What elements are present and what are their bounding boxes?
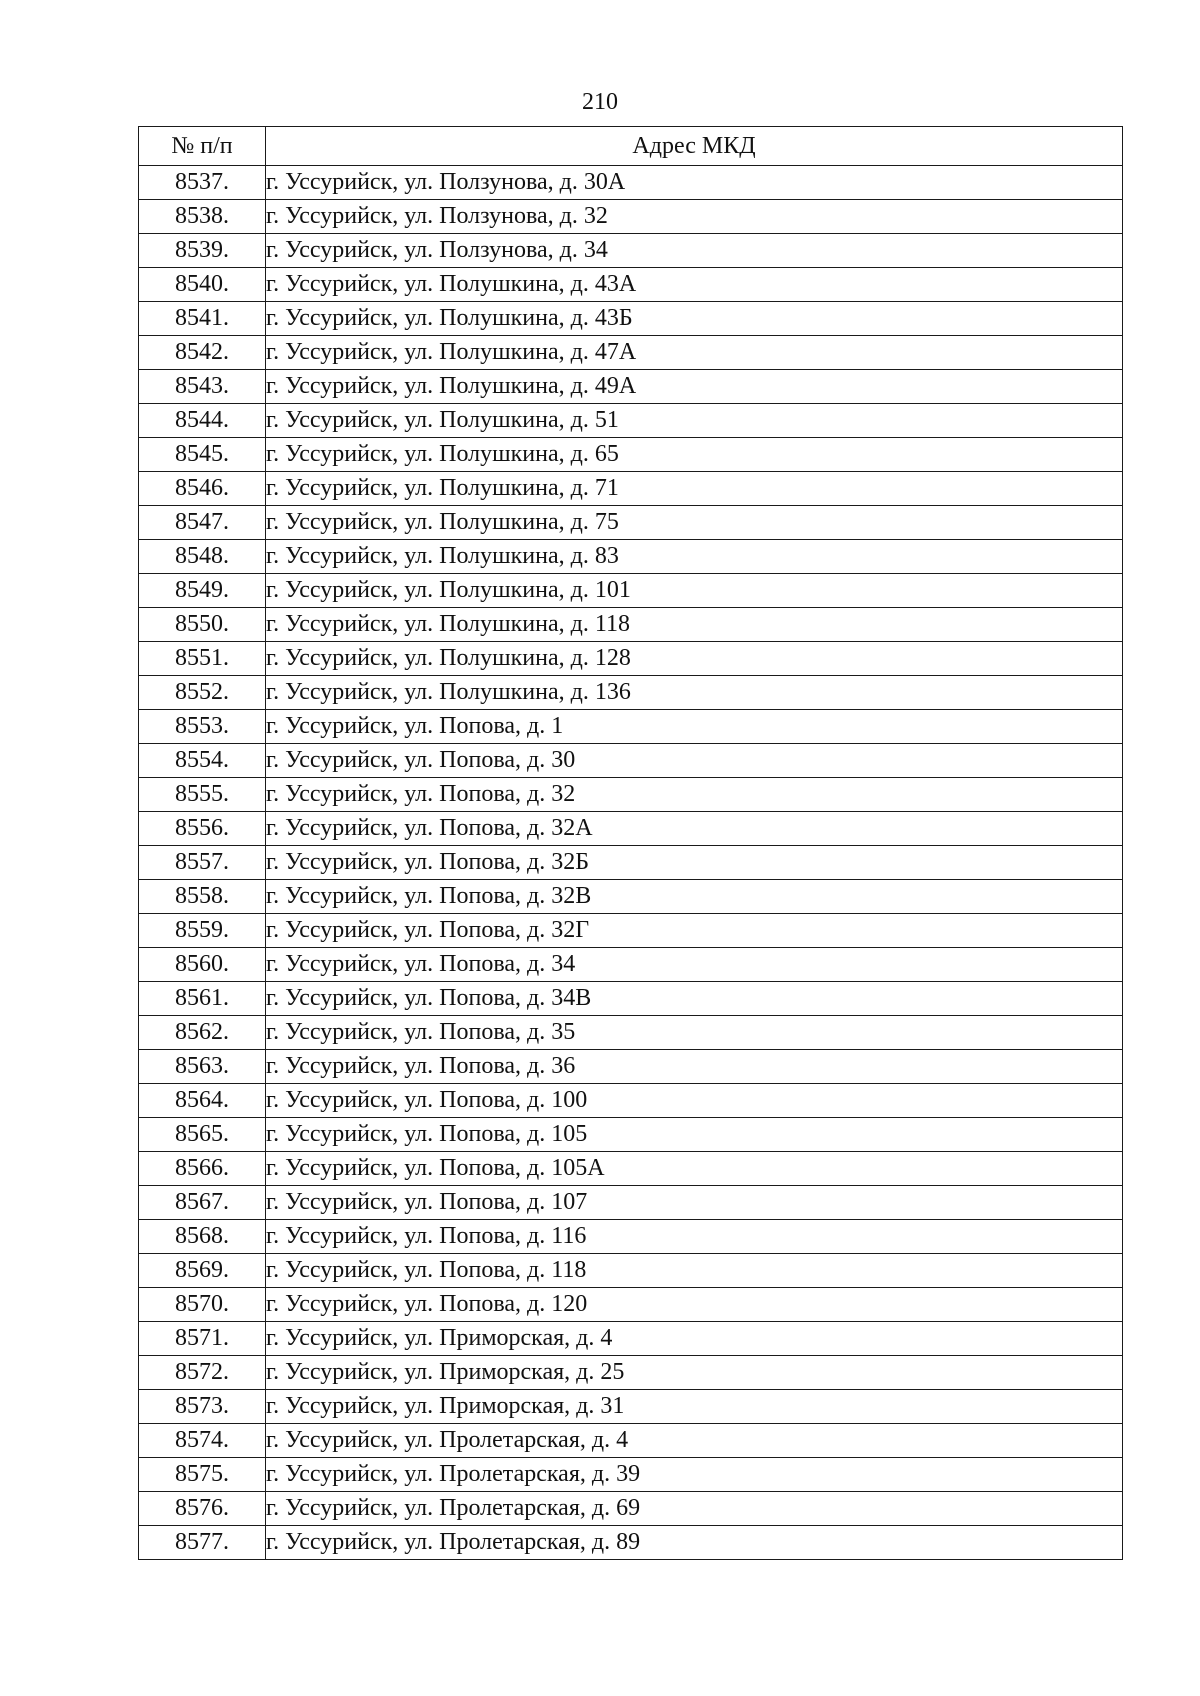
row-address: г. Уссурийск, ул. Полушкина, д. 83 [266,540,1123,574]
row-number: 8556. [139,812,266,846]
row-number: 8547. [139,506,266,540]
row-address: г. Уссурийск, ул. Попова, д. 32В [266,880,1123,914]
table-row [139,846,1123,880]
table-row [139,540,1123,574]
row-number: 8559. [139,914,266,948]
table-row [139,302,1123,336]
row-address: г. Уссурийск, ул. Попова, д. 100 [266,1084,1123,1118]
row-number: 8562. [139,1016,266,1050]
row-number: 8550. [139,608,266,642]
row-number: 8574. [139,1424,266,1458]
row-number: 8558. [139,880,266,914]
row-number: 8570. [139,1288,266,1322]
table-row [139,1220,1123,1254]
row-address: г. Уссурийск, ул. Попова, д. 120 [266,1288,1123,1322]
row-number: 8551. [139,642,266,676]
table-row [139,1492,1123,1526]
row-number: 8572. [139,1356,266,1390]
row-address: г. Уссурийск, ул. Попова, д. 105А [266,1152,1123,1186]
table-row [139,1288,1123,1322]
row-number: 8552. [139,676,266,710]
table-row [139,234,1123,268]
row-number: 8566. [139,1152,266,1186]
header-row [139,127,1123,166]
page-number: 210 [582,89,618,115]
row-number: 8573. [139,1390,266,1424]
table-row [139,1084,1123,1118]
table-row [139,914,1123,948]
row-address: г. Уссурийск, ул. Попова, д. 107 [266,1186,1123,1220]
row-address: г. Уссурийск, ул. Попова, д. 35 [266,1016,1123,1050]
table-row [139,166,1123,200]
address-table [138,126,1123,1560]
table-row [139,948,1123,982]
row-address: г. Уссурийск, ул. Ползунова, д. 34 [266,234,1123,268]
row-address: г. Уссурийск, ул. Попова, д. 1 [266,710,1123,744]
row-address: г. Уссурийск, ул. Пролетарская, д. 89 [266,1526,1123,1560]
row-address: г. Уссурийск, ул. Приморская, д. 4 [266,1322,1123,1356]
table-row [139,1016,1123,1050]
row-number: 8541. [139,302,266,336]
table-row [139,404,1123,438]
row-address: г. Уссурийск, ул. Попова, д. 30 [266,744,1123,778]
table-row [139,574,1123,608]
row-number: 8568. [139,1220,266,1254]
table-row [139,506,1123,540]
row-address: г. Уссурийск, ул. Полушкина, д. 49А [266,370,1123,404]
table-row [139,438,1123,472]
row-address: г. Уссурийск, ул. Полушкина, д. 43А [266,268,1123,302]
row-number: 8557. [139,846,266,880]
row-address: г. Уссурийск, ул. Попова, д. 118 [266,1254,1123,1288]
table-row [139,1356,1123,1390]
row-number: 8546. [139,472,266,506]
row-address: г. Уссурийск, ул. Пролетарская, д. 69 [266,1492,1123,1526]
row-address: г. Уссурийск, ул. Попова, д. 116 [266,1220,1123,1254]
row-number: 8548. [139,540,266,574]
row-number: 8576. [139,1492,266,1526]
row-address: г. Уссурийск, ул. Попова, д. 34В [266,982,1123,1016]
row-number: 8561. [139,982,266,1016]
table-row [139,812,1123,846]
row-number: 8569. [139,1254,266,1288]
row-number: 8567. [139,1186,266,1220]
row-number: 8543. [139,370,266,404]
row-number: 8560. [139,948,266,982]
row-number: 8554. [139,744,266,778]
table-row [139,744,1123,778]
table-row [139,1186,1123,1220]
row-number: 8538. [139,200,266,234]
table-row [139,1390,1123,1424]
table-row [139,1424,1123,1458]
row-number: 8540. [139,268,266,302]
row-address: г. Уссурийск, ул. Ползунова, д. 30А [266,166,1123,200]
table-row [139,1526,1123,1560]
table-header [139,127,1123,166]
row-number: 8563. [139,1050,266,1084]
table-row [139,778,1123,812]
table-row [139,1050,1123,1084]
table-row [139,1152,1123,1186]
table-row [139,336,1123,370]
row-address: г. Уссурийск, ул. Попова, д. 32Г [266,914,1123,948]
row-address: г. Уссурийск, ул. Попова, д. 32 [266,778,1123,812]
row-number: 8564. [139,1084,266,1118]
table-row [139,710,1123,744]
table-body [139,166,1123,1560]
row-address: г. Уссурийск, ул. Полушкина, д. 43Б [266,302,1123,336]
table-row [139,370,1123,404]
row-address: г. Уссурийск, ул. Попова, д. 32Б [266,846,1123,880]
row-address: г. Уссурийск, ул. Полушкина, д. 75 [266,506,1123,540]
row-number: 8544. [139,404,266,438]
row-address: г. Уссурийск, ул. Полушкина, д. 136 [266,676,1123,710]
table-row [139,1118,1123,1152]
row-address: г. Уссурийск, ул. Попова, д. 34 [266,948,1123,982]
row-address: г. Уссурийск, ул. Полушкина, д. 118 [266,608,1123,642]
row-address: г. Уссурийск, ул. Приморская, д. 25 [266,1356,1123,1390]
table-row [139,200,1123,234]
row-address: г. Уссурийск, ул. Ползунова, д. 32 [266,200,1123,234]
row-number: 8555. [139,778,266,812]
row-address: г. Уссурийск, ул. Полушкина, д. 128 [266,642,1123,676]
table-row [139,1322,1123,1356]
row-address: г. Уссурийск, ул. Пролетарская, д. 4 [266,1424,1123,1458]
row-number: 8571. [139,1322,266,1356]
row-number: 8545. [139,438,266,472]
row-address: г. Уссурийск, ул. Попова, д. 105 [266,1118,1123,1152]
table-row [139,642,1123,676]
row-number: 8577. [139,1526,266,1560]
table-row [139,982,1123,1016]
row-address: г. Уссурийск, ул. Полушкина, д. 51 [266,404,1123,438]
row-address: г. Уссурийск, ул. Полушкина, д. 47А [266,336,1123,370]
row-address: г. Уссурийск, ул. Приморская, д. 31 [266,1390,1123,1424]
row-number: 8553. [139,710,266,744]
row-number: 8542. [139,336,266,370]
row-number: 8549. [139,574,266,608]
row-address: г. Уссурийск, ул. Попова, д. 36 [266,1050,1123,1084]
row-number: 8537. [139,166,266,200]
row-address: г. Уссурийск, ул. Полушкина, д. 101 [266,574,1123,608]
table-row [139,676,1123,710]
header-address: Адрес МКД [266,127,1123,166]
table-row [139,268,1123,302]
table-row [139,880,1123,914]
header-number: № п/п [139,127,266,166]
row-number: 8575. [139,1458,266,1492]
row-number: 8539. [139,234,266,268]
row-address: г. Уссурийск, ул. Попова, д. 32А [266,812,1123,846]
table-row [139,1254,1123,1288]
table-row [139,1458,1123,1492]
table-row [139,608,1123,642]
row-address: г. Уссурийск, ул. Полушкина, д. 65 [266,438,1123,472]
row-address: г. Уссурийск, ул. Пролетарская, д. 39 [266,1458,1123,1492]
table-row [139,472,1123,506]
row-address: г. Уссурийск, ул. Полушкина, д. 71 [266,472,1123,506]
row-number: 8565. [139,1118,266,1152]
